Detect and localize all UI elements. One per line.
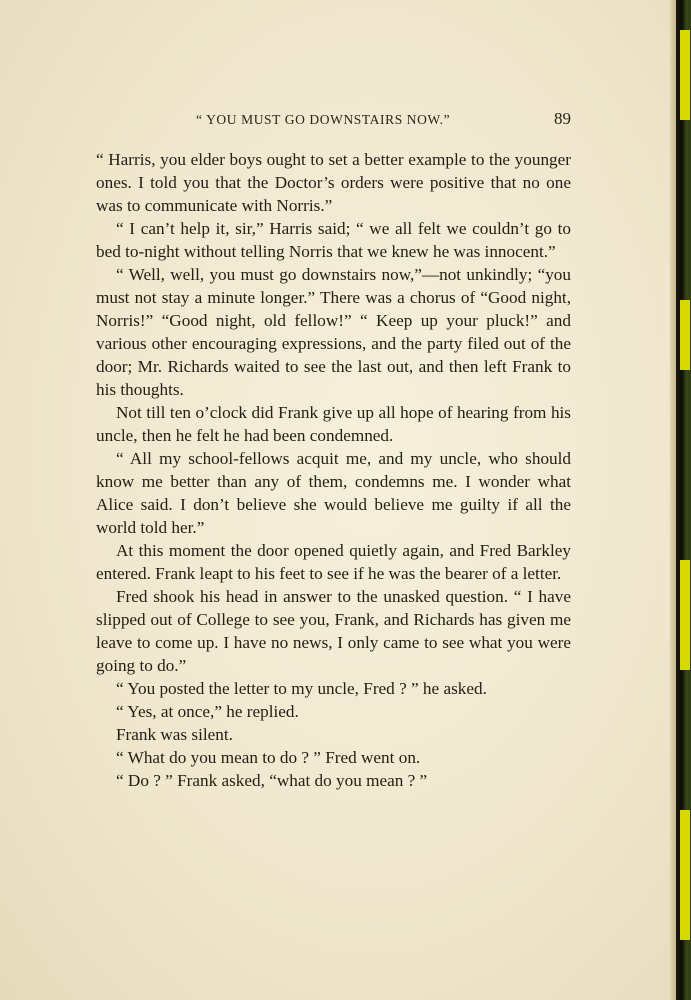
paragraph: “ All my school-fellows acquit me, and my uncle, who should know me better than any of them, condemns me. I wonder what Alice said. I don’t believe she would believe me guilty if all the world told her.”: [96, 449, 571, 537]
running-head: “ YOU MUST GO DOWNSTAIRS NOW.”: [196, 112, 451, 127]
paragraph: “ I can’t help it, sir,” Harris said; “ we all felt we couldn’t go to bed to-night without telling Norris that we knew he was innocent.”: [96, 219, 571, 261]
book-spine: [676, 0, 691, 1000]
page-header: [96, 110, 571, 132]
spine-color-mark: [680, 30, 690, 120]
paragraph: “ Do ? ” Frank asked, “what do you mean ? ”: [116, 771, 428, 790]
paragraph: Fred shook his head in answer to the unasked question. “ I have slipped out of College to see you, Frank, and Richards has given me leave to come up. I have no news, I only came to see what you were going to do.”: [96, 587, 571, 675]
paragraph: Frank was silent.: [116, 725, 233, 744]
paragraph: Not till ten o’clock did Frank give up all hope of hearing from his uncle, then he felt he had been condemned.: [96, 403, 571, 445]
paragraph: “ What do you mean to do ? ” Fred went on.: [116, 748, 421, 767]
paragraph: “ Well, well, you must go downstairs now,”—not unkindly; “you must not stay a minute longer.” There was a chorus of “Good night, Norris!” “Good night, old fellow!” “ Keep up your pluck!” and various other encouraging expressions, and the party filed out of the door; Mr. Richards waited to see the last out, and then left Frank to his thoughts.: [96, 265, 571, 399]
spine-color-mark: [680, 560, 690, 670]
spine-color-mark: [680, 810, 690, 940]
paragraph: At this moment the door opened quietly again, and Fred Barkley entered. Frank leapt to his feet to see if he was the bearer of a letter.: [96, 541, 571, 583]
paragraph: “ You posted the letter to my uncle, Fred ? ” he asked.: [116, 679, 487, 698]
paragraph: “ Yes, at once,” he replied.: [116, 702, 299, 721]
spine-color-mark: [680, 300, 690, 370]
body-text: [96, 148, 571, 792]
paragraph: “ Harris, you elder boys ought to set a better example to the younger ones. I told you that the Doctor’s orders were positive that no one was to communicate with Norris.”: [96, 150, 571, 215]
page-number: 89: [554, 109, 571, 128]
